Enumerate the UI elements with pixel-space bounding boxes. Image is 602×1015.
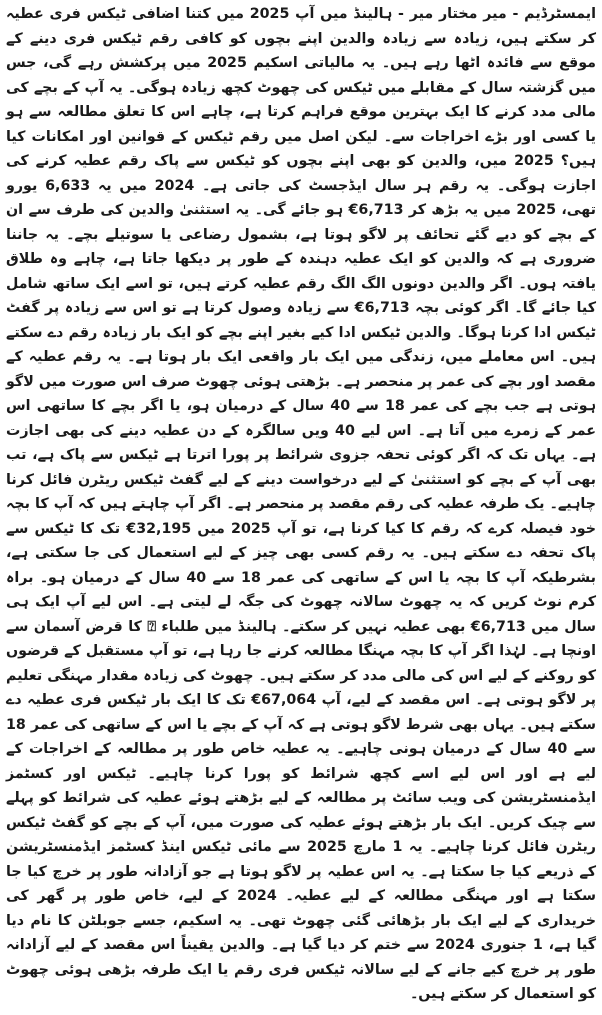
article-body: ایمسٹرڈیم - میر مختار میر - ہالینڈ میں آپ 2025 میں کتنا اضافی ٹیکس فری عطیہ کر سکتے ہیں، زیادہ سے زیادہ والدین اپنے بچوں کو کافی رقم ٹیکس فری دینے کے موقع سے فائدہ اٹھا رہے ہیں۔ یہ مالیاتی اسکیم 2025 میں پرکشش رہے گی، جس میں گزشتہ سال کے مقابلے میں ٹیکس کی چھوٹ کچھ زیادہ ہوگی۔ یہ آپ کے بچے کی مالی مدد کرنے کا ایک بہترین موقع فراہم کرتا ہے، چاہے اس کا تعلق مطالعہ سے ہو یا کسی اور بڑے اخراجات سے۔ لیکن اصل میں رقم ٹیکس کے قوانین اور امکانات کیا ہیں؟ 2025 میں، والدین کو بھی اپنے بچوں کو ٹیکس سے پاک رقم عطیہ کرنے کی اجازت ہوگی۔ یہ رقم ہر سال ایڈجسٹ کی جاتی ہے۔ 2024 میں یہ 6,633 یورو تھی، 2025 میں یہ بڑھ کر 6,713€ ہو جائے گی۔ یہ استثنیٰ والدین کی طرف سے ان کے بچے کو دیے گئے تحائف پر لاگو ہوتا ہے، بشمول رضاعی یا سوتیلے بچے۔ یہ جاننا ضروری ہے کہ والدین کو ایک عطیہ دہندہ کے طور پر دیکھا جاتا ہے، چاہے وہ طلاق یافتہ ہوں۔ اگر والدین دونوں الگ الگ رقم عطیہ کرتے ہیں، تو اسے ایک ساتھ شامل کیا جائے گا۔ اگر کوئی بچہ 6,713€ سے زیادہ وصول کرتا ہے تو اس سے زیادہ پر گفٹ ٹیکس ادا کرنا ہوگا۔ والدین ٹیکس ادا کیے بغیر اپنے بچے کو ایک بار زیادہ رقم دے سکتے ہیں۔ اس معاملے میں، زندگی میں ایک بار واقعی ایک بار ہوتا ہے۔ یہ رقم عطیہ کے مقصد اور بچے کی عمر پر منحصر ہے۔ بڑھتی ہوئی چھوٹ صرف اس صورت میں لاگو ہوتی ہے جب بچے کی عمر 18 سے 40 سال کے درمیان ہو، یا اگر بچے کا ساتھی اس عمر کے زمرے میں آتا ہے۔ اس لیے 40 ویں سالگرہ کے دن عطیہ دینے کی بھی اجازت ہے۔ یہاں تک کہ اگر کوئی تحفہ جزوی شرائط پر پورا اترتا ہے ٹیکس سے پاک ہے، تب بھی آپ کے بچے کو استثنیٰ کے لیے درخواست دینے کے لیے گفٹ ٹیکس ریٹرن فائل کرنا چاہیے۔ یک طرفہ عطیہ کی رقم مقصد پر منحصر ہے۔ اگر آپ چاہتے ہیں کہ آپ کا بچہ خود فیصلہ کرے کہ رقم کا کیا کرنا ہے، تو آپ 2025 میں 32,195€ تک کا ٹیکس سے پاک تحفہ دے سکتے ہیں۔ یہ رقم کسی بھی چیز کے لیے استعمال کی جا سکتی ہے، بشرطیکہ آپ کا بچہ یا اس کے ساتھی کی عمر 18 سے 40 سال کے درمیان ہو۔ براہ کرم نوٹ کریں کہ یہ چھوٹ سالانہ چھوٹ کی جگہ لے لیتی ہے۔ اس لیے آپ ایک ہی سال میں 6,713€ بھی عطیہ نہیں کر سکتے۔ ہالینڈ میں طلباء ⍰ کا قرض آسمان سے اونچا ہے۔ لہٰذا اگر آپ کا بچہ مہنگا مطالعہ کرنے جا رہا ہے، تو آپ مستقبل کے قرضوں کو روکنے کے لیے اس کی مالی مدد کر سکتے ہیں۔ چھوٹ کی زیادہ مقدار مہنگی تعلیم پر لاگو ہوتی ہے۔ اس مقصد کے لیے، آپ 67,064€ تک کا ایک بار ٹیکس فری عطیہ دے سکتے ہیں۔ یہاں بھی شرط لاگو ہوتی ہے کہ آپ کے بچے یا اس کے ساتھی کی عمر 18 سے 40 سال کے درمیان ہونی چاہیے۔ یہ عطیہ خاص طور پر مطالعہ کے اخراجات کے لیے ہے اور اس لیے اسے کچھ شرائط کو پورا کرنا چاہیے۔ ٹیکس اور کسٹمز ایڈمنسٹریشن کی ویب سائٹ پر مطالعہ کے لیے بڑھتے ہوئے عطیہ کی شرائط کو پہلے سے چیک کریں۔ ایک بار بڑھتے ہوئے عطیہ کی صورت میں، آپ کے بچے کو گفٹ ٹیکس ریٹرن فائل کرنا چاہیے۔ یہ 1 مارچ 2025 سے مائی ٹیکس اینڈ کسٹمز ایڈمنسٹریشن کے ذریعے کیا جا سکتا ہے۔ یہ اس عطیہ پر لاگو ہوتا ہے جو آزادانہ طور پر خرچ کیا جا سکتا ہے اور مہنگی مطالعہ کے لیے عطیہ۔ 2024 کے لیے، خاص طور پر گھر کی خریداری کے لیے ایک بار بڑھائی گئی چھوٹ تھی۔ یہ اسکیم، جسے جوبلٹن کا نام دیا گیا ہے، 1 جنوری 2024 سے ختم کر دیا گیا ہے۔ والدین یقیناً اس مقصد کے لیے آزادانہ طور پر خرچ کیے جانے کے لیے سالانہ ٹیکس فری رقم یا ایک طرفہ بڑھی ہوئی چھوٹ کو استعمال کر سکتے ہیں۔: [6, 6, 597, 1002]
